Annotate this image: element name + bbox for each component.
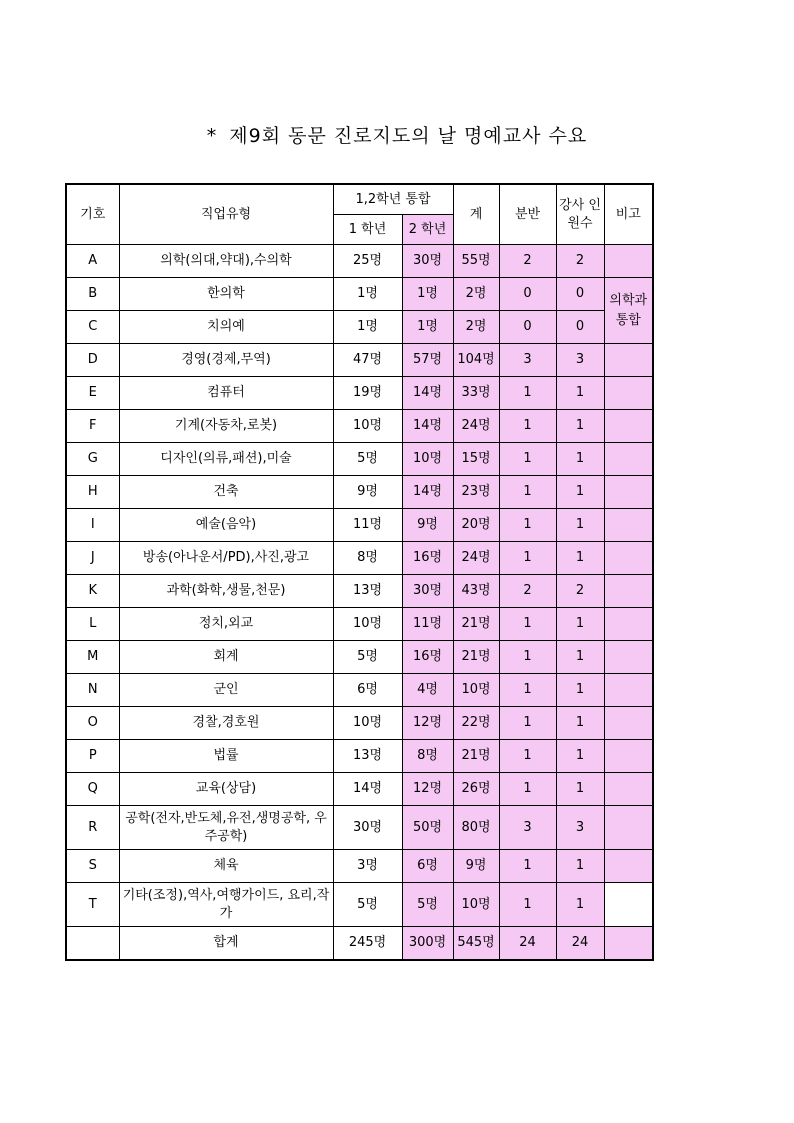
row-grade2: 30명 [402,245,453,278]
row-classes: 1 [499,608,556,641]
row-total: 2명 [453,311,499,344]
row-lecturers: 1 [556,410,604,443]
row-job: 교육(상담) [119,773,333,806]
row-note [604,674,653,707]
teacher-demand-table [65,183,654,961]
row-job: 기계(자동차,로봇) [119,410,333,443]
row-classes: 1 [499,542,556,575]
row-lecturers: 2 [556,245,604,278]
row-total: 21명 [453,608,499,641]
row-lecturers: 0 [556,311,604,344]
row-grade1: 30명 [333,806,402,850]
row-grade1: 5명 [333,883,402,927]
row-grade2: 10명 [402,443,453,476]
row-classes: 0 [499,278,556,311]
row-lecturers: 1 [556,850,604,883]
row-grade1: 25명 [333,245,402,278]
row-grade1: 5명 [333,641,402,674]
row-note [604,806,653,850]
row-lecturers: 0 [556,278,604,311]
row-classes: 2 [499,245,556,278]
row-note [604,740,653,773]
row-total: 15명 [453,443,499,476]
row-grade2: 1명 [402,311,453,344]
row-code: H [66,476,119,509]
row-lecturers: 3 [556,344,604,377]
row-grade2: 6명 [402,850,453,883]
title-text: 제9회 동문 진로지도의 날 명예교사 수요 [229,125,588,147]
sum-grade1: 245명 [333,927,402,960]
table-row [66,641,653,674]
row-job: 기타(조정),역사,여행가이드, 요리,작가 [119,883,333,927]
header-lecturers: 강사 인원수 [556,184,604,245]
table-row [66,443,653,476]
row-classes: 1 [499,443,556,476]
row-grade2: 12명 [402,707,453,740]
row-code: T [66,883,119,927]
row-grade1: 10명 [333,410,402,443]
row-code: B [66,278,119,311]
row-note [604,245,653,278]
note-merged: 의학과 통합 [604,278,653,344]
row-classes: 3 [499,344,556,377]
header-job: 직업유형 [119,184,333,245]
row-code: O [66,707,119,740]
row-grade1: 6명 [333,674,402,707]
row-grade1: 11명 [333,509,402,542]
row-grade2: 14명 [402,377,453,410]
sum-classes: 24 [499,927,556,960]
row-code: N [66,674,119,707]
row-code: J [66,542,119,575]
row-grade2: 50명 [402,806,453,850]
row-grade1: 47명 [333,344,402,377]
row-note [604,707,653,740]
row-classes: 1 [499,773,556,806]
row-total: 20명 [453,509,499,542]
header-note: 비고 [604,184,653,245]
row-grade2: 12명 [402,773,453,806]
row-total: 21명 [453,641,499,674]
row-job: 의학(의대,약대),수의학 [119,245,333,278]
row-job: 경찰,경호원 [119,707,333,740]
row-classes: 1 [499,476,556,509]
table-row [66,806,653,850]
row-job: 체육 [119,850,333,883]
row-total: 43명 [453,575,499,608]
table-row [66,850,653,883]
row-grade1: 8명 [333,542,402,575]
header-total: 계 [453,184,499,245]
sum-row [66,927,653,960]
row-job: 컴퓨터 [119,377,333,410]
row-lecturers: 1 [556,707,604,740]
sum-total: 545명 [453,927,499,960]
header-grade2: 2 학년 [402,215,453,245]
table-row [66,278,653,311]
row-total: 55명 [453,245,499,278]
page-title [0,121,794,148]
header-classes: 분반 [499,184,556,245]
row-classes: 1 [499,707,556,740]
row-code: R [66,806,119,850]
row-total: 22명 [453,707,499,740]
row-note [604,542,653,575]
row-grade1: 1명 [333,278,402,311]
table-row [66,476,653,509]
row-total: 104명 [453,344,499,377]
table-row [66,410,653,443]
row-note [604,509,653,542]
table-row [66,542,653,575]
row-lecturers: 1 [556,773,604,806]
header-code: 기호 [66,184,119,245]
table-row [66,740,653,773]
row-grade1: 10명 [333,707,402,740]
table-row [66,773,653,806]
row-total: 2명 [453,278,499,311]
row-grade2: 11명 [402,608,453,641]
row-total: 9명 [453,850,499,883]
row-grade2: 9명 [402,509,453,542]
row-total: 24명 [453,542,499,575]
row-grade1: 19명 [333,377,402,410]
row-grade2: 30명 [402,575,453,608]
row-code: A [66,245,119,278]
row-code: P [66,740,119,773]
row-note [604,773,653,806]
row-classes: 3 [499,806,556,850]
row-grade1: 1명 [333,311,402,344]
table-row [66,344,653,377]
row-code: I [66,509,119,542]
row-lecturers: 1 [556,674,604,707]
sum-lecturers: 24 [556,927,604,960]
row-classes: 2 [499,575,556,608]
row-grade2: 1명 [402,278,453,311]
row-grade1: 5명 [333,443,402,476]
row-total: 10명 [453,674,499,707]
table-row [66,707,653,740]
row-job: 과학(화학,생물,천문) [119,575,333,608]
row-grade2: 8명 [402,740,453,773]
table-row [66,311,653,344]
header-grade1: 1 학년 [333,215,402,245]
row-note [604,476,653,509]
row-note [604,850,653,883]
row-classes: 1 [499,740,556,773]
row-lecturers: 1 [556,740,604,773]
row-grade2: 14명 [402,476,453,509]
row-job: 예술(음악) [119,509,333,542]
row-code: G [66,443,119,476]
row-job: 법률 [119,740,333,773]
header-combined: 1,2학년 통합 [333,184,453,215]
row-lecturers: 1 [556,443,604,476]
row-total: 23명 [453,476,499,509]
row-code: D [66,344,119,377]
table-row [66,377,653,410]
row-note [604,344,653,377]
row-job: 공학(전자,반도체,유전,생명공학, 우주공학) [119,806,333,850]
row-grade2: 14명 [402,410,453,443]
row-grade1: 13명 [333,740,402,773]
row-total: 10명 [453,883,499,927]
row-classes: 1 [499,377,556,410]
row-grade1: 9명 [333,476,402,509]
row-note [604,883,653,927]
table-row [66,575,653,608]
row-grade1: 14명 [333,773,402,806]
row-grade2: 5명 [402,883,453,927]
row-classes: 1 [499,850,556,883]
sum-grade2: 300명 [402,927,453,960]
row-note [604,575,653,608]
row-job: 치의예 [119,311,333,344]
row-job: 회계 [119,641,333,674]
title-mark: * [206,125,218,147]
row-grade2: 57명 [402,344,453,377]
row-total: 80명 [453,806,499,850]
row-lecturers: 1 [556,509,604,542]
table-row [66,674,653,707]
row-lecturers: 1 [556,883,604,927]
row-classes: 1 [499,883,556,927]
row-grade2: 16명 [402,542,453,575]
header-row-top [66,184,653,215]
row-total: 24명 [453,410,499,443]
row-job: 군인 [119,674,333,707]
row-lecturers: 1 [556,476,604,509]
row-job: 경영(경제,무역) [119,344,333,377]
row-code: E [66,377,119,410]
row-total: 33명 [453,377,499,410]
row-code: F [66,410,119,443]
row-classes: 0 [499,311,556,344]
sum-code [66,927,119,960]
table-row [66,509,653,542]
table-row [66,608,653,641]
row-note [604,377,653,410]
row-lecturers: 1 [556,641,604,674]
row-job: 정치,외교 [119,608,333,641]
table-row [66,883,653,927]
row-grade1: 3명 [333,850,402,883]
row-code: C [66,311,119,344]
row-grade2: 16명 [402,641,453,674]
row-job: 디자인(의류,패션),미술 [119,443,333,476]
row-note [604,443,653,476]
row-lecturers: 1 [556,608,604,641]
row-code: K [66,575,119,608]
row-code: L [66,608,119,641]
row-job: 건축 [119,476,333,509]
row-lecturers: 2 [556,575,604,608]
row-note [604,608,653,641]
row-classes: 1 [499,641,556,674]
row-code: M [66,641,119,674]
row-classes: 1 [499,509,556,542]
row-grade1: 10명 [333,608,402,641]
row-classes: 1 [499,674,556,707]
row-grade1: 13명 [333,575,402,608]
row-lecturers: 3 [556,806,604,850]
row-job: 한의학 [119,278,333,311]
sum-label: 합계 [119,927,333,960]
row-job: 방송(아나운서/PD),사진,광고 [119,542,333,575]
row-note [604,410,653,443]
row-note [604,641,653,674]
row-classes: 1 [499,410,556,443]
row-lecturers: 1 [556,542,604,575]
row-code: S [66,850,119,883]
row-grade2: 4명 [402,674,453,707]
row-total: 26명 [453,773,499,806]
sum-note [604,927,653,960]
row-code: Q [66,773,119,806]
table-row [66,245,653,278]
row-lecturers: 1 [556,377,604,410]
row-total: 21명 [453,740,499,773]
